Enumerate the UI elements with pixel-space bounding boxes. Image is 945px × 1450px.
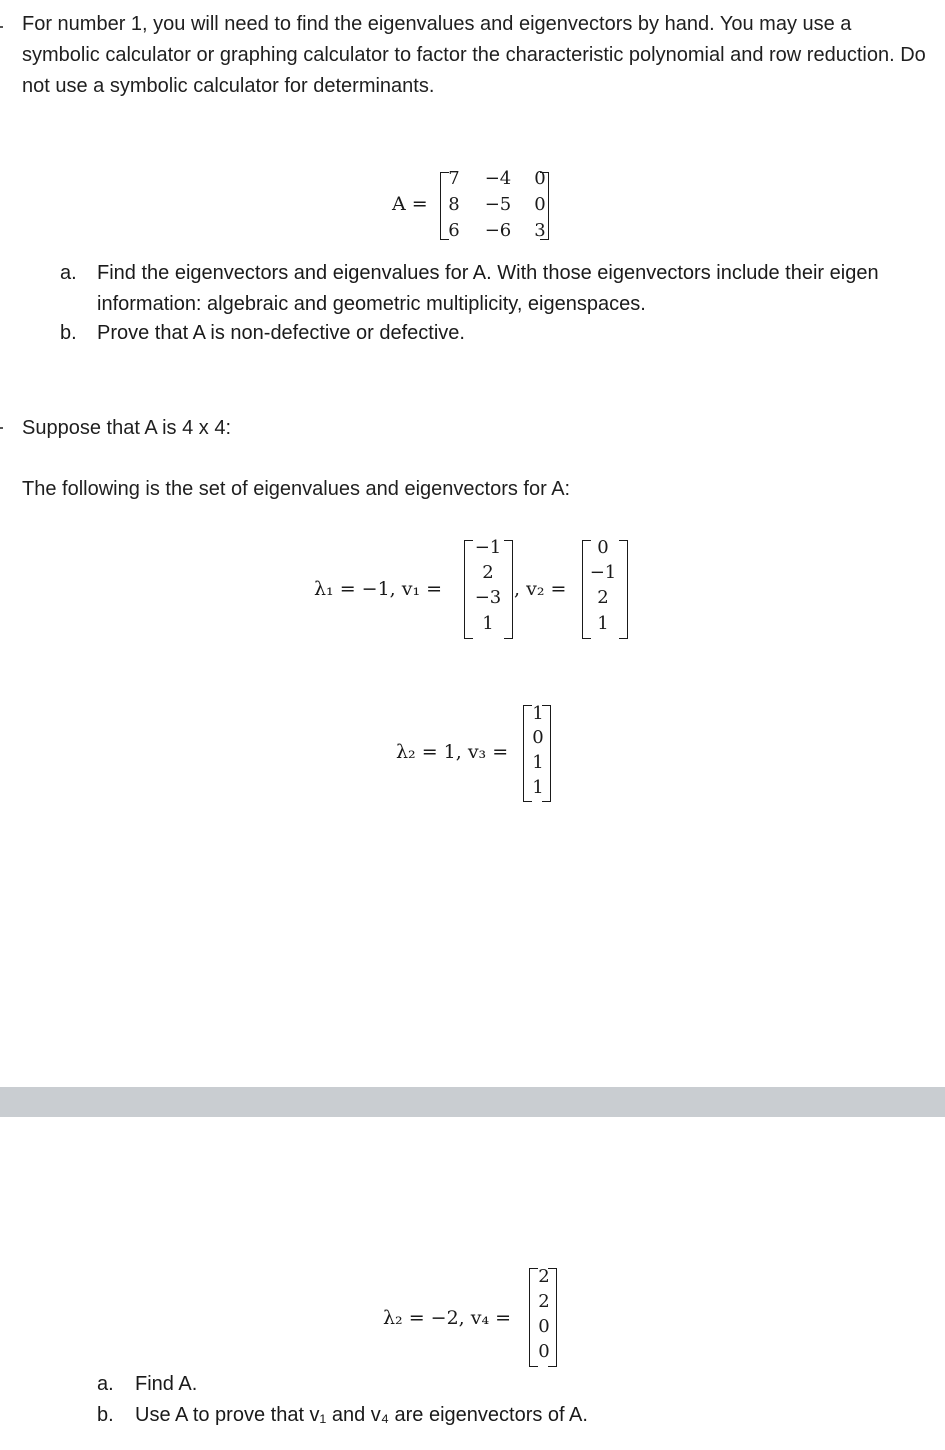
bullet-marker — [0, 26, 3, 28]
lambda1-label: λ₁ = −1, v₁ = — [314, 578, 443, 600]
matrix-cell: 0 — [534, 168, 546, 189]
lambda3-label: λ₂ = −2, v₄ = — [383, 1307, 512, 1329]
vector-cell: 1 — [532, 777, 544, 798]
item-text: Find A. — [135, 1373, 198, 1395]
item-letter: b. — [97, 1404, 114, 1426]
vector-cell: 0 — [532, 727, 544, 748]
vector-cell: 2 — [538, 1291, 550, 1312]
item-letter: b. — [60, 322, 77, 344]
problem2-intro: Suppose that A is 4 x 4: — [22, 417, 232, 439]
vector-cell: 1 — [532, 752, 544, 773]
matrix-cell: 3 — [534, 220, 546, 241]
item-text: Use A to prove that v₁ and v₄ are eigenvectors of A. — [135, 1404, 588, 1426]
vector-cell: −3 — [474, 587, 502, 608]
matrix-cell: 0 — [534, 194, 546, 215]
matrix-cell: −6 — [484, 220, 512, 241]
matrix-label: A = — [392, 193, 428, 215]
lambda2-label: λ₂ = 1, v₃ = — [396, 741, 509, 763]
item-letter: a. — [60, 262, 77, 284]
vector-cell: 2 — [482, 562, 494, 583]
matrix-cell: 8 — [448, 194, 460, 215]
item-text: Prove that A is non-defective or defective. — [97, 322, 465, 344]
vector-cell: 0 — [597, 537, 609, 558]
vector-cell: 2 — [597, 587, 609, 608]
item-text: Find the eigenvectors and eigenvalues for A. With those eigenvectors include their eigen information: algebraic and geometric multiplicity, eigenspaces. — [97, 262, 879, 315]
problem1-intro: For number 1, you will need to find the eigenvalues and eigenvectors by hand. You may use a symbolic calculator or graphing calculator to factor the characteristic polynomial and row reduction. Do not use a symbolic calculator for determinants. — [22, 13, 926, 97]
matrix-cell: 7 — [448, 168, 460, 189]
matrix-cell: −4 — [484, 168, 512, 189]
vector-cell: 1 — [482, 613, 494, 634]
item-letter: a. — [97, 1373, 114, 1395]
vector-cell: −1 — [589, 562, 617, 583]
vector-cell: 1 — [532, 703, 544, 724]
page-divider — [0, 1087, 945, 1117]
vector-cell: 0 — [538, 1316, 550, 1337]
vector-cell: 2 — [538, 1266, 550, 1287]
vector-cell: −1 — [474, 537, 502, 558]
matrix-cell: 6 — [448, 220, 460, 241]
problem2-set-intro: The following is the set of eigenvalues and eigenvectors for A: — [22, 478, 571, 500]
vector-cell: 1 — [597, 613, 609, 634]
matrix-cell: −5 — [484, 194, 512, 215]
v2-label: , v₂ = — [514, 578, 567, 600]
bullet-marker — [0, 427, 3, 429]
vector-cell: 0 — [538, 1341, 550, 1362]
